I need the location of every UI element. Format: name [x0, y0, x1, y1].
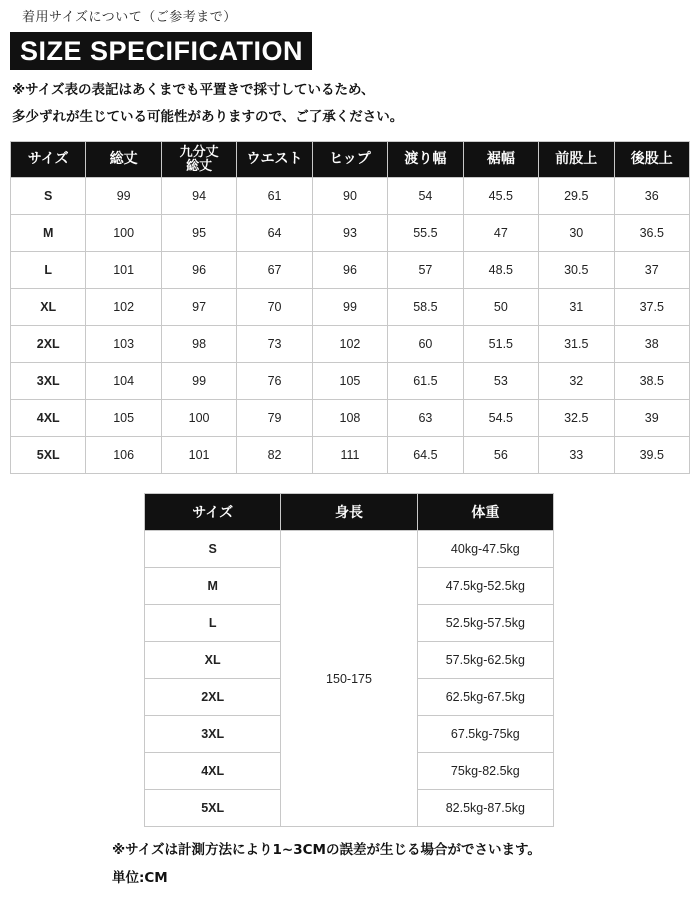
measurement-cell: 30.5 — [539, 252, 614, 289]
measurement-cell: 96 — [312, 252, 387, 289]
size-cell: 2XL — [11, 326, 86, 363]
measurement-cell: 53 — [463, 363, 538, 400]
weight-cell: 47.5kg-52.5kg — [417, 568, 553, 605]
size-cell: XL — [145, 642, 281, 679]
header-cell: 身長 — [281, 494, 417, 531]
header-cell: 九分丈 総丈 — [161, 142, 236, 178]
size-cell: 4XL — [11, 400, 86, 437]
weight-cell: 62.5kg-67.5kg — [417, 679, 553, 716]
unit-label: 単位:CM — [112, 870, 168, 886]
fit-guide-table — [144, 493, 554, 827]
measurement-note-line1: ※サイズ表の表記はあくまでも平置きで採寸しているため、 — [12, 82, 375, 98]
measurement-cell: 64.5 — [388, 437, 463, 474]
size-cell: M — [145, 568, 281, 605]
measurement-cell: 76 — [237, 363, 312, 400]
table-row — [11, 289, 690, 326]
header-cell: 前股上 — [539, 142, 614, 178]
header-cell: サイズ — [145, 494, 281, 531]
measurement-cell: 82 — [237, 437, 312, 474]
measurement-cell: 38.5 — [614, 363, 690, 400]
table-row — [11, 326, 690, 363]
measurement-cell: 104 — [86, 363, 161, 400]
fit-guide-header-row — [145, 494, 554, 531]
measurement-note-line2: 多少ずれが生じている可能性がありますので、ご了承ください。 — [12, 109, 404, 125]
measurement-cell: 32.5 — [539, 400, 614, 437]
measurement-cell: 106 — [86, 437, 161, 474]
size-cell: 5XL — [145, 790, 281, 827]
measurement-cell: 48.5 — [463, 252, 538, 289]
error-margin-note: ※サイズは計測方法により1~3CMの誤差が生じる場合がでさいます。 — [112, 842, 541, 858]
measurement-cell: 105 — [86, 400, 161, 437]
measurement-cell: 98 — [161, 326, 236, 363]
measurement-cell: 54 — [388, 178, 463, 215]
size-cell: M — [11, 215, 86, 252]
measurement-cell: 63 — [388, 400, 463, 437]
measurement-cell: 38 — [614, 326, 690, 363]
measurement-cell: 100 — [161, 400, 236, 437]
measurement-cell: 39.5 — [614, 437, 690, 474]
measurement-cell: 56 — [463, 437, 538, 474]
weight-cell: 52.5kg-57.5kg — [417, 605, 553, 642]
measurement-cell: 108 — [312, 400, 387, 437]
measurement-cell: 39 — [614, 400, 690, 437]
table-row — [11, 363, 690, 400]
measurement-cell: 51.5 — [463, 326, 538, 363]
header-cell: 体重 — [417, 494, 553, 531]
measurement-cell: 67 — [237, 252, 312, 289]
weight-cell: 40kg-47.5kg — [417, 531, 553, 568]
measurement-cell: 70 — [237, 289, 312, 326]
table-row — [145, 531, 554, 568]
header-cell: サイズ — [11, 142, 86, 178]
measurement-cell: 31 — [539, 289, 614, 326]
weight-cell: 82.5kg-87.5kg — [417, 790, 553, 827]
measurement-cell: 36 — [614, 178, 690, 215]
header-cell: ヒップ — [312, 142, 387, 178]
measurement-cell: 73 — [237, 326, 312, 363]
table-row — [11, 252, 690, 289]
measurement-cell: 99 — [86, 178, 161, 215]
measurement-cell: 57 — [388, 252, 463, 289]
reference-note: 着用サイズについて（ご参考まで） — [22, 10, 237, 25]
measurement-cell: 33 — [539, 437, 614, 474]
measurement-cell: 102 — [86, 289, 161, 326]
size-cell: L — [145, 605, 281, 642]
measurement-cell: 103 — [86, 326, 161, 363]
page-title: SIZE SPECIFICATION — [10, 32, 312, 70]
measurement-cell: 37.5 — [614, 289, 690, 326]
measurement-cell: 90 — [312, 178, 387, 215]
header-cell: 後股上 — [614, 142, 690, 178]
size-cell: 5XL — [11, 437, 86, 474]
weight-cell: 57.5kg-62.5kg — [417, 642, 553, 679]
measurement-cell: 31.5 — [539, 326, 614, 363]
table-row — [11, 215, 690, 252]
measurement-cell: 30 — [539, 215, 614, 252]
measurement-cell: 50 — [463, 289, 538, 326]
measurement-cell: 99 — [312, 289, 387, 326]
table-row — [11, 178, 690, 215]
measurement-cell: 101 — [161, 437, 236, 474]
measurement-cell: 61.5 — [388, 363, 463, 400]
measurement-cell: 36.5 — [614, 215, 690, 252]
weight-cell: 75kg-82.5kg — [417, 753, 553, 790]
size-cell: S — [11, 178, 86, 215]
size-cell: 2XL — [145, 679, 281, 716]
table-row — [11, 400, 690, 437]
height-range-cell: 150-175 — [281, 531, 417, 827]
header-cell: 総丈 — [86, 142, 161, 178]
measurement-cell: 102 — [312, 326, 387, 363]
measurement-cell: 55.5 — [388, 215, 463, 252]
measurement-cell: 101 — [86, 252, 161, 289]
measurement-cell: 32 — [539, 363, 614, 400]
measurement-cell: 105 — [312, 363, 387, 400]
size-spec-table — [10, 141, 690, 474]
measurement-cell: 61 — [237, 178, 312, 215]
measurement-cell: 79 — [237, 400, 312, 437]
size-spec-header-row — [11, 142, 690, 178]
measurement-cell: 29.5 — [539, 178, 614, 215]
measurement-cell: 95 — [161, 215, 236, 252]
size-cell: 3XL — [11, 363, 86, 400]
measurement-cell: 94 — [161, 178, 236, 215]
measurement-cell: 96 — [161, 252, 236, 289]
size-cell: S — [145, 531, 281, 568]
header-cell: ウエスト — [237, 142, 312, 178]
measurement-cell: 37 — [614, 252, 690, 289]
size-cell: 4XL — [145, 753, 281, 790]
size-cell: XL — [11, 289, 86, 326]
size-cell: 3XL — [145, 716, 281, 753]
measurement-cell: 100 — [86, 215, 161, 252]
header-cell: 渡り幅 — [388, 142, 463, 178]
size-cell: L — [11, 252, 86, 289]
weight-cell: 67.5kg-75kg — [417, 716, 553, 753]
table-row — [11, 437, 690, 474]
measurement-cell: 97 — [161, 289, 236, 326]
measurement-cell: 64 — [237, 215, 312, 252]
measurement-cell: 58.5 — [388, 289, 463, 326]
measurement-cell: 99 — [161, 363, 236, 400]
measurement-cell: 45.5 — [463, 178, 538, 215]
measurement-cell: 60 — [388, 326, 463, 363]
measurement-cell: 47 — [463, 215, 538, 252]
measurement-cell: 54.5 — [463, 400, 538, 437]
measurement-cell: 93 — [312, 215, 387, 252]
measurement-cell: 111 — [312, 437, 387, 474]
header-cell: 裾幅 — [463, 142, 538, 178]
